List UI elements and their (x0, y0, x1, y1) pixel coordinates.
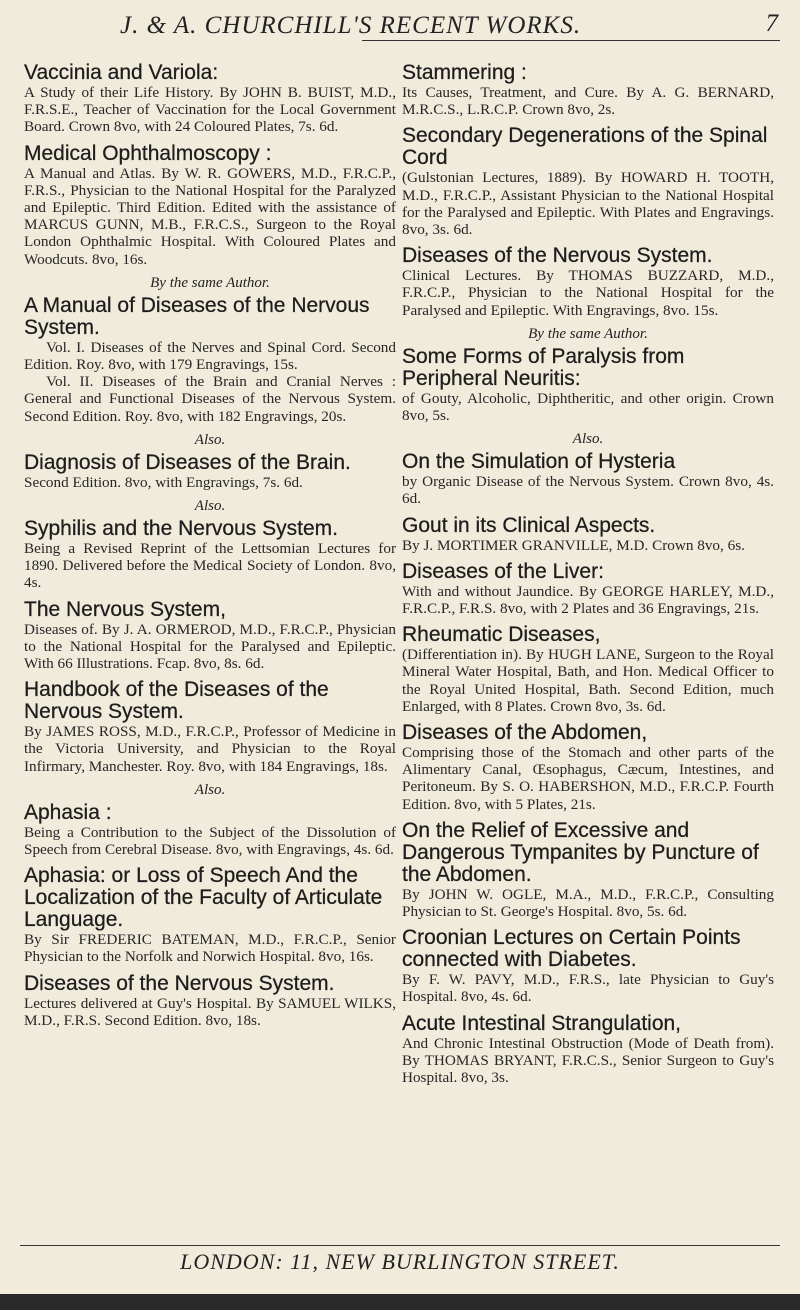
entry-ophthalmoscopy (24, 143, 396, 268)
scan-edge-band (0, 1294, 800, 1310)
entry-title: The Nervous System, (24, 597, 226, 621)
entry-manual-nervous (24, 295, 396, 425)
entry-title: On the Relief of Excessive and Dangerous Tympanites by Puncture of the Abdomen. (402, 818, 759, 886)
entry-body: A Manual and Atlas. By W. R. GOWERS, M.D., F.R.C.P., F.R.S., Physician to the National Hospital for the Paralyzed and Epileptic. Third Edition. Edited with the assistance of MARCUS GUNN, M.B., F.R.C.S., Surgeon to the Royal London Ophthalmic Hospital. With Coloured Plates and Woodcuts. 8vo, 16s. (24, 164, 396, 268)
entry-title: Rheumatic Diseases, (402, 623, 601, 647)
entry-body: By JAMES ROSS, M.D., F.R.C.P., Professor of Medicine in the Victoria University, and Physician to the Royal Infirmary, Manchester. Roy. 8vo, with 184 Engravings, 18s. (24, 723, 396, 775)
entry-diseases-nervous-wilks (24, 973, 396, 1029)
also-note: Also. (194, 498, 226, 515)
entry-volume-2: Vol. II. Diseases of the Brain and Cranial Nerves : General and Functional Diseases of the Nervous System. Second Edition. Roy. 8vo, with 182 Engravings, 20s. (24, 373, 396, 425)
entry-handbook (24, 679, 396, 775)
entry-body: By Sir FREDERIC BATEMAN, M.D., F.R.C.P., Senior Physician to the Norfolk and Norwich Hospital. 8vo, 16s. (24, 931, 396, 966)
entry-title: Secondary Degenerations of the Spinal Cord (402, 124, 768, 170)
entry-body: Being a Contribution to the Subject of the Dissolution of Speech from Cerebral Disease. 8vo, with Engravings, 4s. 6d. (24, 823, 396, 859)
entry-body: Its Causes, Treatment, and Cure. By A. G. BERNARD, M.R.C.S., L.R.C.P. Crown 8vo, 2s. (402, 84, 774, 119)
page-footer (0, 1243, 800, 1283)
same-author-note: By the same Author. (528, 325, 648, 342)
entry-syphilis (24, 518, 396, 592)
entry-gout (402, 515, 774, 554)
entry-title: Diseases of the Nervous System. (402, 244, 713, 268)
entry-title: Stammering : (402, 61, 527, 84)
entry-volume-1: Vol. I. Diseases of the Nerves and Spinal Cord. Second Edition. Roy. 8vo, with 179 Engravings, 15s. (24, 338, 396, 374)
same-author-note: By the same Author. (150, 274, 270, 291)
entry-body: Being a Revised Reprint of the Lettsomian Lectures for 1890. Delivered before the Medical Society of London. 8vo, 4s. (24, 540, 396, 592)
entry-tympanites (402, 820, 774, 920)
entry-body: (Gulstonian Lectures, 1889). By HOWARD H. TOOTH, M.D., F.R.C.P., Assistant Physician to the National Hospital for the Paralysed and Epileptic. With Plates and Engravings. 8vo, 3s. 6d. (402, 169, 774, 239)
also-note: Also. (194, 431, 226, 448)
entry-title: Aphasia: or Loss of Speech And the Localization of the Faculty of Articulate Language. (24, 864, 383, 932)
entry-croonian (402, 927, 774, 1005)
entry-stammering (402, 62, 774, 118)
entry-body: Lectures delivered at Guy's Hospital. By SAMUEL WILKS, M.D., F.R.S. Second Edition. 8vo, 18s. (24, 994, 396, 1029)
entry-body: And Chronic Intestinal Obstruction (Mode of Death from). By THOMAS BRYANT, F.R.C.S., Senior Surgeon to Guy's Hospital. 8vo, 3s. (402, 1034, 774, 1087)
entry-strangulation (402, 1013, 774, 1087)
entry-aphasia-loss (24, 865, 396, 965)
entry-secondary-degenerations (402, 125, 774, 238)
entry-title: Diseases of the Liver: (402, 559, 604, 583)
entry-aphasia (24, 802, 396, 858)
entry-body: Clinical Lectures. By THOMAS BUZZARD, M.D., F.R.C.P., Physician to the National Hospital for the Paralysed and Epileptic. With Engravings, 8vo. 15s. (402, 267, 774, 319)
entry-liver (402, 561, 774, 617)
entry-body: (Differentiation in). By HUGH LANE, Surgeon to the Royal Mineral Water Hospital, Bath, and Hon. Medical Officer to the Royal United Hospital, Bath. Second Edition, much Enlarged, with 8 Plates. Crown 8vo, 3s. 6d. (402, 646, 774, 715)
entry-title: Vaccinia and Variola: (24, 61, 219, 84)
entry-body: By JOHN W. OGLE, M.A., M.D., F.R.C.P., Consulting Physician to St. George's Hospital. 8vo, 5s. 6d. (402, 885, 774, 921)
entry-title: Croonian Lectures on Certain Points connected with Diabetes. (402, 926, 741, 972)
page-number: 7 (765, 10, 778, 37)
entry-body: A Study of their Life History. By JOHN B. BUIST, M.D., F.R.S.E., Teacher of Vaccination for the Local Government Board. Crown 8vo, with 24 Coloured Plates, 7s. 6d. (24, 84, 396, 136)
entry-body: Diseases of. By J. A. ORMEROD, M.D., F.R.C.P., Physician to the National Hospital for the Paralysed and Epileptic. With 66 Illustrations. Fcap. 8vo, 8s. 6d. (24, 620, 396, 673)
entry-title: Handbook of the Diseases of the Nervous System. (24, 678, 329, 724)
right-column (402, 62, 774, 1093)
footer-rule (20, 1245, 780, 1246)
entry-rheumatic (402, 624, 774, 715)
entry-abdomen (402, 722, 774, 813)
entry-body: of Gouty, Alcoholic, Diphtheritic, and other origin. Crown 8vo, 5s. (402, 389, 774, 425)
running-head (0, 6, 800, 46)
entry-diagnosis (24, 452, 396, 491)
entry-title: A Manual of Diseases of the Nervous System. (24, 293, 370, 339)
entry-body: by Organic Disease of the Nervous System. Crown 8vo, 4s. 6d. (402, 473, 774, 508)
also-note: Also. (572, 431, 604, 448)
entry-body: Comprising those of the Stomach and other parts of the Alimentary Canal, Œsophagus, Cæcum, Intestines, and Peritoneum. By S. O. HABERSHON, M.D., F.R.C.P. Fourth Edition. 8vo, with 5 Plates, 21s. (402, 744, 774, 813)
entry-title: Medical Ophthalmoscopy : (24, 141, 272, 165)
entry-title: Diagnosis of Diseases of the Brain. (24, 450, 351, 474)
entry-title: Aphasia : (24, 800, 112, 824)
entry-nervous-system (24, 599, 396, 673)
entry-body: By J. MORTIMER GRANVILLE, M.D. Crown 8vo, 6s. (402, 536, 745, 554)
entry-paralysis (402, 346, 774, 424)
entry-vaccinia (24, 62, 396, 136)
footer-address: LONDON: 11, NEW BURLINGTON STREET. (180, 1249, 620, 1274)
entry-title: Some Forms of Paralysis from Peripheral Neuritis: (402, 344, 685, 390)
entry-title: Diseases of the Nervous System. (24, 971, 335, 995)
entry-body: By F. W. PAVY, M.D., F.R.S., late Physician to Guy's Hospital. 8vo, 4s. 6d. (402, 971, 774, 1006)
entry-diseases-nervous-buzzard (402, 245, 774, 319)
entry-title: On the Simulation of Hysteria (402, 450, 676, 474)
entry-title: Acute Intestinal Strangulation, (402, 1011, 682, 1035)
header-rule (362, 40, 780, 41)
entry-body: Second Edition. 8vo, with Engravings, 7s. 6d. (24, 473, 303, 491)
left-column (24, 62, 396, 1036)
entry-title: Gout in its Clinical Aspects. (402, 513, 656, 537)
entry-body: With and without Jaundice. By GEORGE HARLEY, M.D., F.R.C.P., F.R.S. 8vo, with 2 Plates and 36 Engravings, 21s. (402, 582, 774, 618)
entry-title: Syphilis and the Nervous System. (24, 517, 338, 541)
entry-hysteria (402, 451, 774, 507)
entry-title: Diseases of the Abdomen, (402, 721, 648, 745)
running-title: J. & A. CHURCHILL'S RECENT WORKS. (120, 12, 582, 39)
also-note: Also. (194, 781, 226, 798)
